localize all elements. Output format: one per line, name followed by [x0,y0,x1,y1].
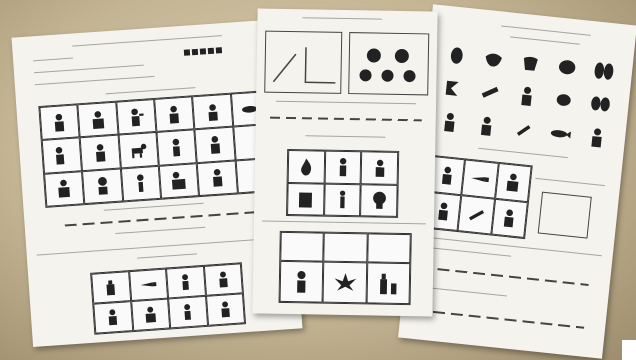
grid-cell [159,163,200,199]
person-silhouette-icon [161,102,188,126]
label-line [33,58,73,62]
grid-cell [576,119,616,156]
form-line [115,227,205,234]
organ-icon [479,46,507,72]
pill-box [348,32,429,95]
image-corner [622,340,636,360]
grid-cell [510,45,550,82]
grid-cell [44,171,85,207]
pill-icon [349,33,428,94]
grid-cell [205,293,245,326]
organ-icon [442,43,470,69]
person-silhouette-icon [367,189,392,211]
form-line [35,76,155,85]
grid-cell [466,107,506,144]
person-silhouette-icon [51,177,78,201]
divider [262,221,426,225]
person-silhouette-icon [202,133,229,157]
person-silhouette-icon [89,174,116,198]
grid-cell [195,127,236,163]
knife-icon [468,166,492,192]
pictogram-grid-bottom [90,262,246,334]
leaf-icon [330,269,359,297]
person-silhouette-icon [100,307,126,328]
organ-icon [516,50,544,76]
chart-box [264,31,342,94]
grid-cell [91,271,131,304]
pictogram-grid-top [38,90,277,208]
grid-cell [129,269,169,302]
pictogram-grid-middle [286,149,399,218]
rating-scale-line [65,211,265,227]
dog-icon [125,138,152,162]
grid-cell [118,132,159,168]
grid-cell [166,266,206,299]
grid-cell [543,82,583,119]
fire-icon [294,156,319,178]
grid-cell [116,99,157,135]
organ-icon [439,76,467,102]
person-silhouette-icon [582,124,610,150]
grid-cell [580,86,620,123]
person-silhouette-icon [287,268,316,296]
grid-cell [154,96,195,132]
person-silhouette-icon [435,163,459,189]
grid-cell [324,233,368,263]
form-line [535,178,605,186]
bottle-icon [98,277,124,298]
rating-scale-line [415,309,584,329]
pictogram-grid-right-bottom [424,155,533,239]
grid-cell [280,261,324,303]
person-silhouette-icon [123,105,150,129]
grid-cell [462,159,499,198]
person-silhouette-icon [84,108,111,132]
grid-cell [366,263,410,305]
person-silhouette-icon [49,144,76,168]
person-silhouette-icon [46,110,73,134]
person-silhouette-icon [367,157,392,179]
person-silhouette-icon [435,109,463,135]
person-silhouette-icon [210,269,236,290]
grid-cell [495,163,532,202]
pictogram-grid-substances [279,231,412,305]
grid-cell [470,74,510,111]
grid-cell [436,37,476,74]
section-heading-line [104,203,204,211]
person-silhouette-icon [212,299,238,320]
grid-cell [156,130,197,166]
grid-cell [93,301,133,334]
person-silhouette-icon [331,156,356,178]
grid-cell [491,199,528,238]
person-silhouette-icon [199,100,226,124]
grid-cell [540,115,580,152]
organ-icon [509,117,537,143]
person-silhouette-icon [163,136,190,160]
grid-cell [506,78,546,115]
divider [423,236,602,256]
grid-cell [288,150,325,183]
fish-icon [546,121,574,147]
grid-cell [197,160,238,196]
questionnaire-sheet-middle [252,8,437,316]
grid-cell [131,299,171,332]
grid-cell [503,111,543,148]
person-silhouette-icon [204,166,231,190]
organ-icon [589,58,617,84]
person-silhouette-icon [137,304,163,325]
grid-cell [547,49,587,86]
person-silhouette-icon [175,302,201,323]
section-heading-line [305,135,385,137]
grid-cell [280,232,324,262]
grid-cell [473,41,513,78]
grid-cell [323,262,367,304]
grid-cell [121,165,162,201]
section-heading-line [106,87,196,94]
person-silhouette-icon [87,141,114,165]
person-silhouette-icon [293,188,318,210]
grid-cell [80,135,121,171]
section-heading-line [422,246,512,256]
grid-cell [82,168,123,204]
person-silhouette-icon [127,172,154,196]
grid-cell [39,104,80,140]
answer-box [538,192,592,239]
grid-cell [458,195,495,234]
divider [37,237,286,255]
grid-cell [361,151,398,184]
grid-cell [78,102,119,138]
grid-cell [168,296,208,329]
organ-icon [553,54,581,80]
knife-icon [135,274,161,295]
person-silhouette-icon [173,272,199,293]
grid-cell [367,233,411,263]
grid-cell [192,94,233,130]
person-silhouette-icon [512,84,540,110]
form-line [34,65,144,74]
organ-icon [549,87,577,113]
person-silhouette-icon [472,113,500,139]
sheet-title-line [303,17,383,19]
grid-cell [287,183,324,216]
grid-cell [433,70,473,107]
grid-cell [360,184,397,217]
grid-cell [42,138,83,174]
rating-scale-line [419,266,588,286]
pictogram-grid-organs [429,37,623,156]
organ-icon [586,91,614,117]
sheet-title-line [501,25,591,35]
organ-icon [476,80,504,106]
person-silhouette-icon [501,170,525,196]
person-silhouette-icon [166,169,193,193]
grid-cell [324,151,361,184]
bottle-icon [374,270,403,298]
section-heading-line [137,253,197,258]
rating-scale-line [270,117,422,122]
grid-cell [583,53,623,90]
person-silhouette-icon [330,189,355,211]
sheet-title-line [510,36,580,44]
grid-cell [203,263,243,296]
dot-row [182,41,223,62]
section-heading-line [276,101,416,104]
person-silhouette-icon [497,205,521,231]
person-silhouette-icon [431,198,455,224]
graph-icon [265,32,341,93]
grid-cell [324,183,361,216]
knife-icon [464,202,488,228]
